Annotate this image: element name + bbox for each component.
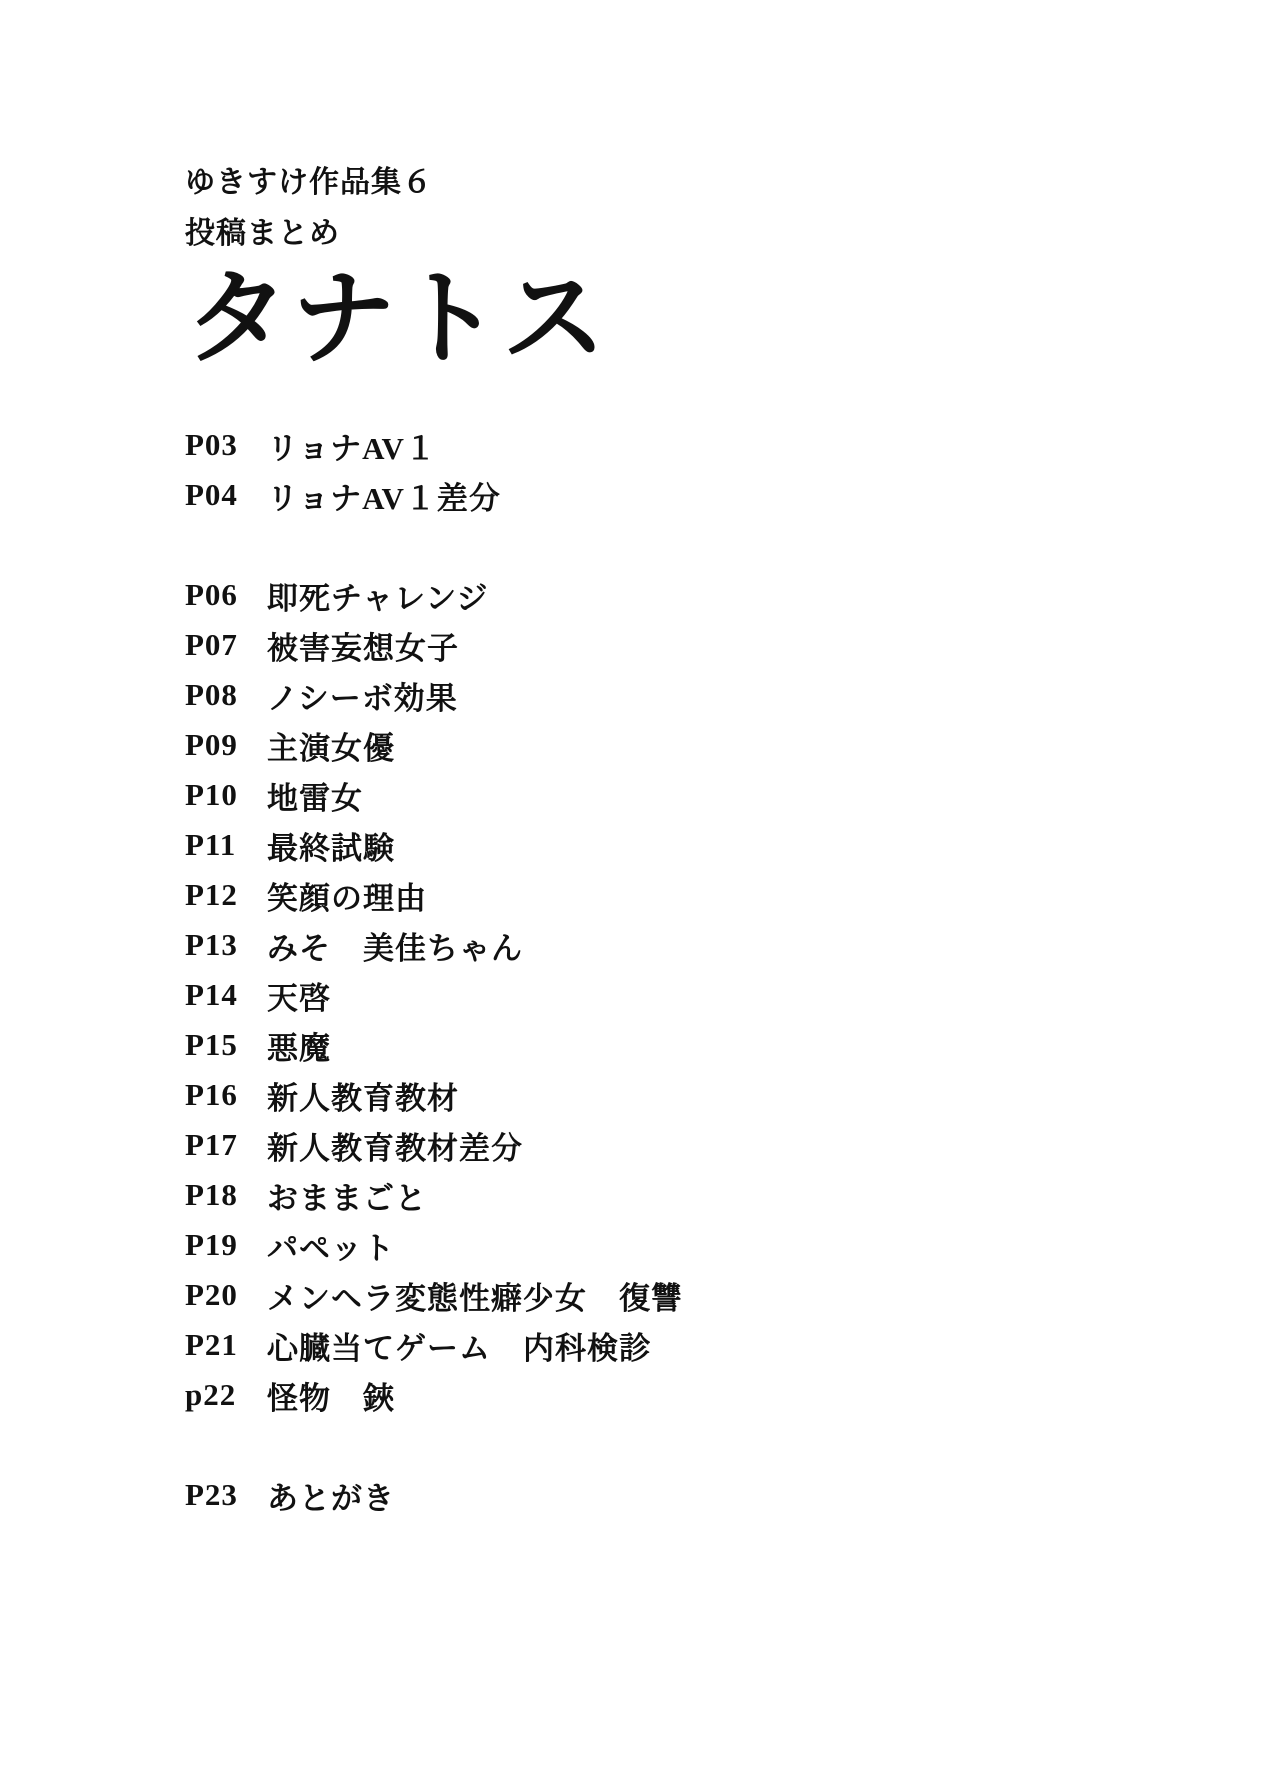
toc-row — [185, 870, 1185, 920]
toc-page-number: P11 — [185, 827, 237, 862]
toc-page-number: P03 — [185, 427, 238, 462]
toc-page-number: P12 — [185, 877, 238, 912]
toc-row — [185, 1470, 1185, 1520]
toc-entry-title: 最終試験 — [267, 830, 395, 866]
toc-row — [185, 1120, 1185, 1170]
toc-entry-title: 新人教育教材 — [267, 1080, 459, 1116]
toc-page-number: P17 — [185, 1127, 238, 1162]
toc-entry-title: リョナAV１差分 — [267, 480, 501, 516]
toc-page-number: p22 — [185, 1377, 237, 1412]
toc-entry-title: おままごと — [267, 1180, 427, 1216]
toc-page-number: P19 — [185, 1227, 238, 1262]
toc-entry-title: パペット — [267, 1230, 395, 1266]
toc-row — [185, 470, 1185, 520]
toc-row — [185, 420, 1185, 470]
toc-group-afterword — [185, 1470, 1185, 1520]
toc-entry-title: 地雷女 — [267, 780, 363, 816]
toc-row — [185, 920, 1185, 970]
toc-row — [185, 1270, 1185, 1320]
series-title: ゆきすけ作品集６ — [185, 166, 433, 199]
toc-page-number: P16 — [185, 1077, 238, 1112]
toc-entry-title: みそ 美佳ちゃん — [267, 930, 523, 966]
toc-entry-title: メンヘラ変態性癖少女 復讐 — [267, 1280, 683, 1316]
toc-entry-title: 怪物 鋏 — [267, 1380, 395, 1416]
toc-page-number: P07 — [185, 627, 238, 662]
toc-entry-title: 天啓 — [267, 980, 331, 1016]
toc-entry-title: ノシーボ効果 — [267, 680, 458, 716]
toc-entry-title: 悪魔 — [267, 1030, 331, 1066]
toc-row — [185, 770, 1185, 820]
toc-row — [185, 820, 1185, 870]
toc-row — [185, 1020, 1185, 1070]
toc-row — [185, 570, 1185, 620]
toc-entry-title: 被害妄想女子 — [267, 630, 459, 666]
toc-page-number: P13 — [185, 927, 238, 962]
toc-page-number: P21 — [185, 1327, 238, 1362]
toc-page-number: P14 — [185, 977, 238, 1012]
toc-row — [185, 720, 1185, 770]
toc-entry-title: 即死チャレンジ — [267, 580, 489, 616]
toc-page-number: P08 — [185, 677, 238, 712]
toc-group-intro — [185, 420, 1185, 520]
toc-row — [185, 670, 1185, 720]
toc-entry-title: あとがき — [267, 1480, 395, 1516]
toc-row — [185, 1220, 1185, 1270]
page-title: タナトス — [185, 262, 608, 377]
toc-entry-title: 新人教育教材差分 — [267, 1130, 523, 1166]
toc-entry-title: リョナAV１ — [267, 430, 437, 466]
toc-group-main — [185, 570, 1185, 1420]
toc-page-number: P15 — [185, 1027, 238, 1062]
toc-page-number: P20 — [185, 1277, 238, 1312]
toc-page-number: P06 — [185, 577, 238, 612]
toc-row — [185, 1370, 1185, 1420]
subtitle: 投稿まとめ — [185, 217, 340, 250]
toc-row — [185, 1170, 1185, 1220]
toc-page-number: P04 — [185, 477, 238, 512]
toc-entry-title: 心臓当てゲーム 内科検診 — [267, 1330, 651, 1366]
toc-page-number: P23 — [185, 1477, 238, 1512]
toc-row — [185, 620, 1185, 670]
toc-page-number: P10 — [185, 777, 238, 812]
toc-page-number: P18 — [185, 1177, 238, 1212]
toc-page-number: P09 — [185, 727, 238, 762]
toc-entry-title: 主演女優 — [267, 730, 395, 766]
toc-row — [185, 1320, 1185, 1370]
toc-content — [185, 168, 1185, 1520]
toc-entry-title: 笑顔の理由 — [267, 880, 427, 916]
toc-row — [185, 1070, 1185, 1120]
table-of-contents — [185, 420, 1185, 1520]
toc-row — [185, 970, 1185, 1020]
